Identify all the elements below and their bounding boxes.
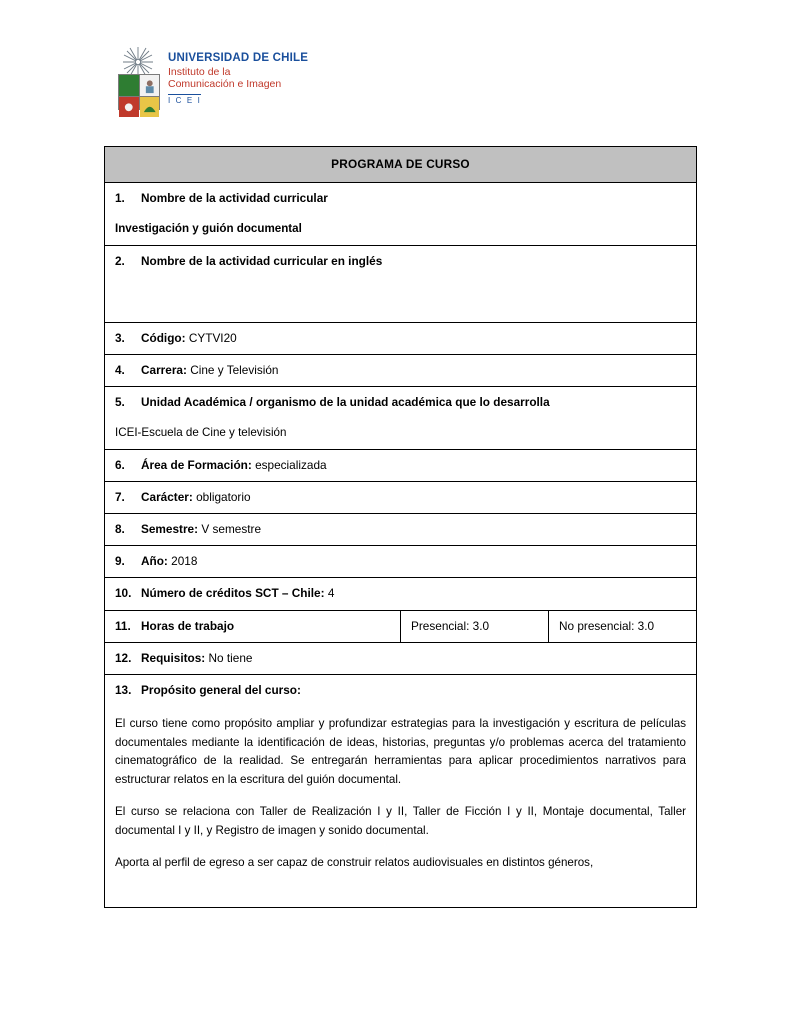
row-value: CYTVI20 — [188, 330, 237, 345]
table-row — [105, 546, 697, 578]
logo-line-faculty: Comunicación e Imagen — [168, 77, 282, 90]
table-row — [105, 355, 697, 387]
row-number: 2. — [115, 253, 125, 268]
row-proposito-general — [105, 674, 697, 907]
row-number: 12. — [115, 650, 132, 665]
row-label: Nombre de la actividad curricular — [141, 191, 328, 206]
row-codigo — [105, 322, 697, 354]
purpose-paragraph-2: El curso se relaciona con Taller de Realización I y II, Taller de Ficción I y II, Montaje documental, Taller documental I y II, y Registro de imagen y sonido documental. — [115, 804, 686, 837]
table-row-header — [105, 147, 697, 183]
row-label: Carácter: — [141, 490, 193, 505]
row-label: Horas de trabajo — [141, 618, 235, 633]
row-number: 11. — [115, 618, 131, 633]
row-number: 3. — [115, 330, 125, 345]
institution-name — [168, 46, 308, 109]
university-emblem-icon — [116, 46, 160, 110]
row-value: especializada — [255, 458, 327, 473]
row-semestre — [105, 514, 697, 546]
emblem-figure-icon — [140, 75, 160, 96]
row-carrera — [105, 355, 697, 387]
purpose-paragraph-1: El curso tiene como propósito ampliar y profundizar estrategias para la investigación y escritura de películas documentales mediante la identificación de ideas, historias, preguntas y/o problemas acerca del tratamiento cinematográfico de la realidad. Se entregarán herramientas para aplicar procedimientos narrativos para estructurar relatos en la escritura del guión documental. — [115, 716, 686, 787]
row-unidad-academica — [105, 387, 697, 450]
row-number: 5. — [115, 395, 125, 410]
logo-line-university: UNIVERSIDAD DE CHILE — [168, 52, 309, 64]
row-value: obligatorio — [196, 490, 251, 505]
row-label: Carrera: — [141, 363, 187, 378]
row-ano — [105, 546, 697, 578]
row-caracter — [105, 482, 697, 514]
row-value: 2018 — [171, 554, 198, 569]
row-number: 8. — [115, 522, 125, 537]
row-number: 4. — [115, 363, 125, 378]
hours-no-presencial: No presencial: 3.0 — [549, 610, 697, 642]
row-number: 7. — [115, 490, 125, 505]
table-row — [105, 387, 697, 450]
row-value: Cine y Televisión — [190, 363, 279, 378]
row-label: Año: — [141, 554, 168, 569]
logo-line-acronym: I C E I — [168, 96, 202, 106]
table-row — [105, 482, 697, 514]
table-row — [105, 642, 697, 674]
emblem-quadrants — [118, 74, 160, 110]
table-row — [105, 183, 697, 246]
row-nombre-actividad — [105, 183, 697, 246]
row-number: 6. — [115, 458, 125, 473]
row-label: Requisitos: — [141, 650, 206, 665]
row-label: Semestre: — [141, 522, 199, 537]
row-value: V semestre — [201, 522, 262, 537]
row-value: Investigación y guión documental — [115, 222, 302, 236]
emblem-leaf-icon — [140, 97, 160, 118]
row-label: Unidad Académica / organismo de la unidad académica que lo desarrolla — [141, 395, 550, 410]
course-program-table — [104, 146, 697, 908]
logo-line-institute: Instituto de la — [168, 65, 231, 78]
table-row-purpose — [105, 674, 697, 907]
row-number: 10. — [115, 586, 132, 601]
row-label: Propósito general del curso: — [141, 682, 301, 697]
institution-logo — [116, 46, 696, 120]
row-label: Nombre de la actividad curricular en inglés — [141, 253, 383, 268]
row-number: 13. — [115, 682, 132, 697]
row-nombre-actividad-ingles — [105, 245, 697, 322]
table-row — [105, 514, 697, 546]
row-value: No tiene — [208, 650, 253, 665]
row-label: Número de créditos SCT – Chile: — [141, 586, 325, 601]
table-row-horas — [105, 610, 697, 642]
row-value: ICEI-Escuela de Cine y televisión — [115, 426, 287, 440]
row-value: 4 — [327, 586, 335, 601]
emblem-star-small-icon — [119, 97, 139, 118]
purpose-paragraph-3: Aporta al perfil de egreso a ser capaz de construir relatos audiovisuales en distintos géneros, — [115, 855, 594, 869]
row-number: 9. — [115, 554, 125, 569]
row-area-formacion — [105, 450, 697, 482]
document-title: PROGRAMA DE CURSO — [105, 147, 697, 183]
row-creditos-sct — [105, 578, 697, 610]
row-requisitos — [105, 642, 697, 674]
hours-presencial: Presencial: 3.0 — [401, 610, 549, 642]
table-row — [105, 322, 697, 354]
row-label: Código: — [141, 330, 186, 345]
row-number: 1. — [115, 191, 125, 206]
row-label: Área de Formación: — [141, 458, 252, 473]
table-row — [105, 245, 697, 322]
row-horas-trabajo — [105, 610, 401, 642]
table-row — [105, 578, 697, 610]
table-row — [105, 450, 697, 482]
